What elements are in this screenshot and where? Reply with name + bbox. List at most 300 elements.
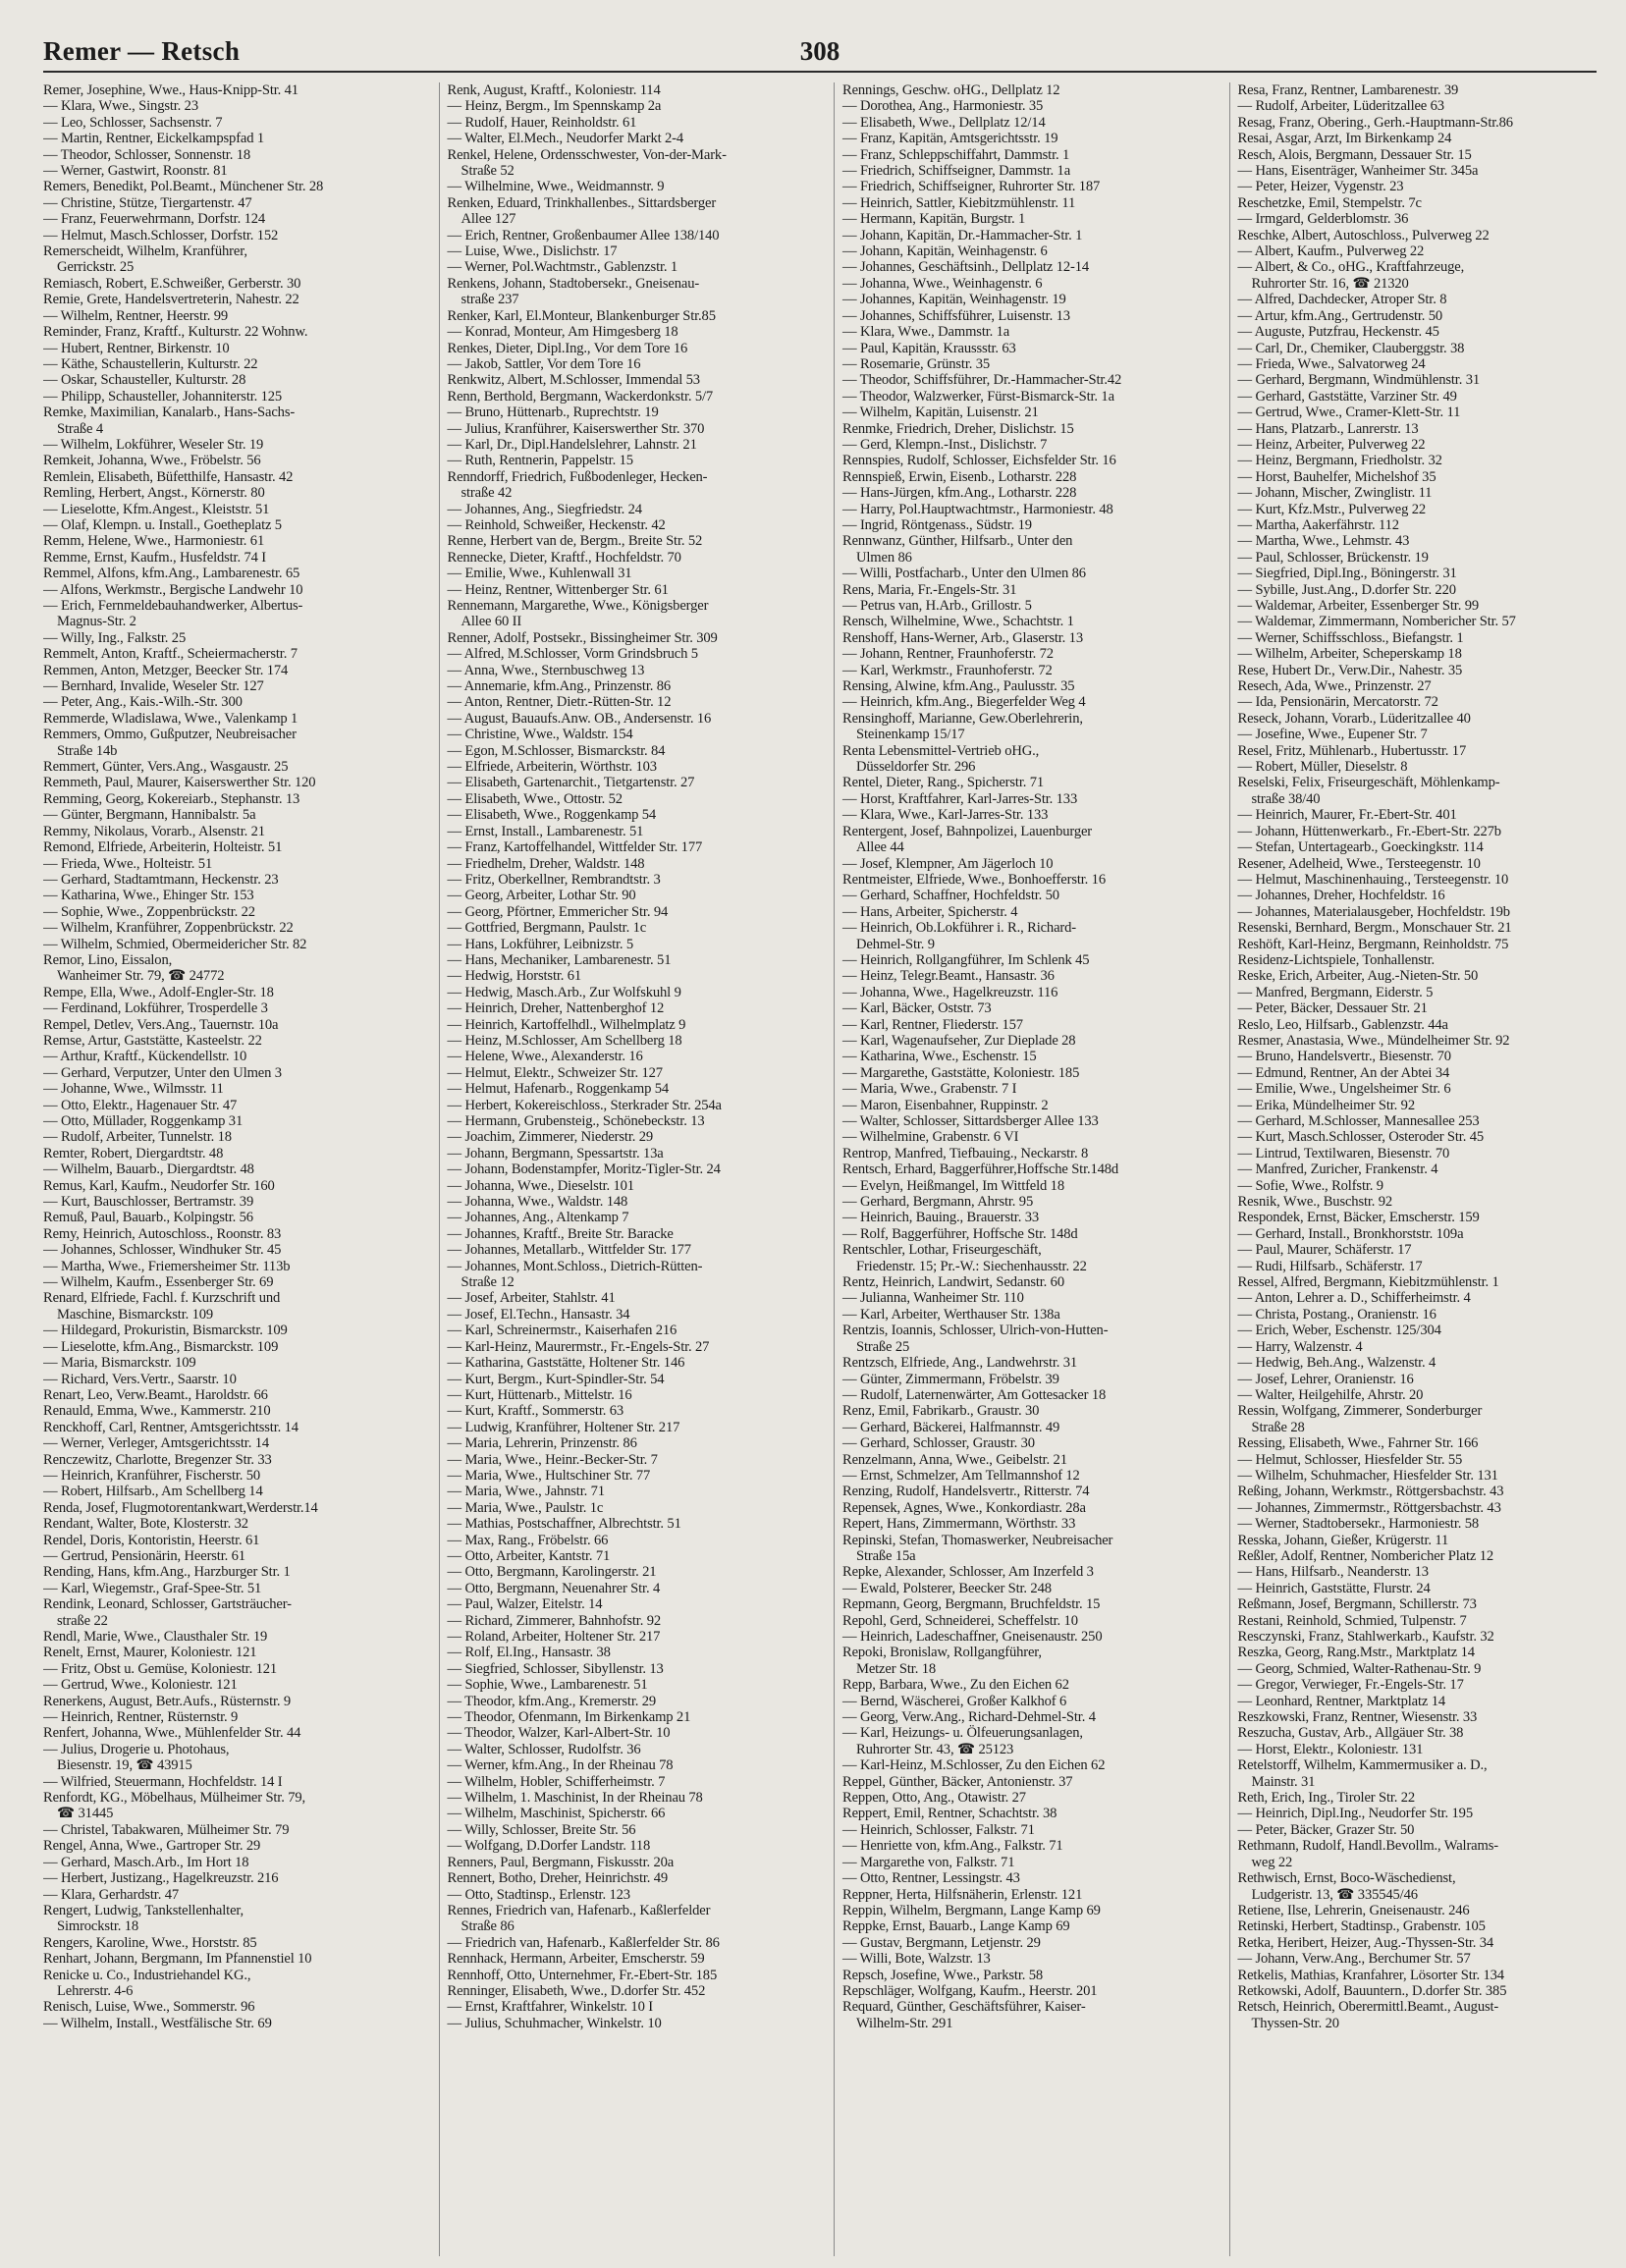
directory-entry: Rentzsch, Elfriede, Ang., Landwehrstr. 31	[842, 1355, 1078, 1372]
directory-column-3	[834, 82, 1208, 2256]
directory-entry: Reske, Erich, Arbeiter, Aug.-Nieten-Str. 50	[1237, 968, 1479, 985]
directory-entry: — Hans, Lokführer, Leibnizstr. 5	[447, 936, 634, 952]
directory-entry: — Edmund, Rentner, An der Abtei 34	[1237, 1064, 1450, 1081]
directory-entry: — Johann, Kapitän, Dr.-Hammacher-Str. 1	[842, 227, 1083, 243]
directory-entry: — Gerhard, Verputzer, Unter den Ulmen 3	[43, 1064, 282, 1081]
directory-entry: — Hedwig, Beh.Ang., Walzenstr. 4	[1237, 1355, 1436, 1372]
directory-entry: — Karl, Rentner, Fliederstr. 157	[842, 1016, 1023, 1033]
directory-entry: Remmerde, Wladislawa, Wwe., Valenkamp 1	[43, 710, 298, 727]
directory-entry-continuation: ☎ 31445	[57, 1806, 114, 1822]
directory-entry: — Rolf, Baggerführer, Hoffsche Str. 148d	[842, 1225, 1078, 1242]
directory-entry: Reschetzke, Emil, Stempelstr. 7c	[1237, 194, 1422, 211]
directory-entry: — Bernhard, Invalide, Weseler Str. 127	[43, 678, 264, 695]
page-header	[43, 27, 1597, 73]
directory-entry: Reßmann, Josef, Bergmann, Schillerstr. 73	[1237, 1596, 1477, 1613]
directory-entry: Renda, Josef, Flugmotorentankwart,Werderstr.14	[43, 1499, 318, 1516]
directory-entry: — Theodor, Schiffsführer, Dr.-Hammacher-Str.42	[842, 372, 1122, 389]
directory-entry: — Johann, Kapitän, Weinhagenstr. 6	[842, 243, 1048, 260]
directory-entry: — Georg, Schmied, Walter-Rathenau-Str. 9	[1237, 1660, 1482, 1677]
directory-entry: — Josef, Arbeiter, Stahlstr. 41	[447, 1290, 616, 1307]
directory-entry: — Hedwig, Masch.Arb., Zur Wolfskuhl 9	[447, 984, 681, 1000]
directory-entry: — Philipp, Schausteller, Johanniterstr. 125	[43, 388, 283, 405]
directory-entry: Reppner, Herta, Hilfsnäherin, Erlenstr. 121	[842, 1886, 1083, 1903]
directory-entry: — Johannes, Schlosser, Windhuker Str. 45	[43, 1242, 282, 1259]
directory-entry: — Gertrud, Wwe., Cramer-Klett-Str. 11	[1237, 405, 1461, 421]
directory-entry: — Werner, Verleger, Amtsgerichtsstr. 14	[43, 1435, 269, 1452]
directory-entry: — Reinhold, Schweißer, Heckenstr. 42	[447, 516, 666, 533]
directory-entry: — Walter, Heilgehilfe, Ahrstr. 20	[1237, 1386, 1424, 1403]
directory-entry: Rensch, Wilhelmine, Wwe., Schachtstr. 1	[842, 614, 1074, 630]
directory-entry: — Helmut, Schlosser, Hiesfelder Str. 55	[1237, 1451, 1463, 1468]
directory-entry: Retiene, Ilse, Lehrerin, Gneisenaustr. 246	[1237, 1902, 1470, 1918]
directory-entry: — Werner, Gastwirt, Roonstr. 81	[43, 163, 228, 180]
directory-entry: Renne, Herbert van de, Bergm., Breite Str. 52	[447, 533, 703, 550]
directory-entry: Remter, Robert, Diergardtstr. 48	[43, 1145, 224, 1161]
directory-column-4	[1229, 82, 1603, 2256]
directory-entry: Remy, Heinrich, Autoschloss., Roonstr. 83	[43, 1225, 282, 1242]
directory-entry: — Maria, Bismarckstr. 109	[43, 1355, 196, 1372]
directory-entry: — Johannes, Geschäftsinh., Dellplatz 12-14	[842, 259, 1090, 276]
directory-entry: — August, Bauaufs.Anw. OB., Andersenstr. 16	[447, 710, 712, 727]
directory-entry: — Wilhelm, 1. Maschinist, In der Rheinau 78	[447, 1790, 703, 1807]
directory-entry: Renk, August, Kraftf., Koloniestr. 114	[447, 82, 661, 98]
directory-entry: — Alfred, M.Schlosser, Vorm Grindsbruch 5	[447, 646, 698, 663]
directory-entry: — Theodor, Schlosser, Sonnenstr. 18	[43, 146, 250, 163]
directory-entry: Retkelis, Mathias, Kranfahrer, Lösorter Str. 134	[1237, 1967, 1504, 1983]
directory-entry: — Maria, Wwe., Grabenstr. 7 I	[842, 1081, 1017, 1098]
directory-entry: Renzing, Rudolf, Handelsvertr., Ritterstr. 74	[842, 1484, 1090, 1500]
directory-entry: — Elisabeth, Wwe., Roggenkamp 54	[447, 807, 657, 824]
directory-entry: — Auguste, Putzfrau, Heckenstr. 45	[1237, 324, 1439, 341]
directory-entry: — Klara, Wwe., Dammstr. 1a	[842, 324, 1010, 341]
directory-entry: — Wilhelm, Bauarb., Diergardtstr. 48	[43, 1161, 254, 1178]
directory-entry: Rentel, Dieter, Rang., Spicherstr. 71	[842, 775, 1045, 791]
directory-entry: — Lieselotte, Kfm.Angest., Kleiststr. 51	[43, 501, 270, 517]
directory-entry: — Heinz, Telegr.Beamt., Hansastr. 36	[842, 968, 1055, 985]
directory-entry: — Franz, Kapitän, Amtsgerichtsstr. 19	[842, 131, 1058, 147]
directory-entry: — Hans, Hilfsarb., Neanderstr. 13	[1237, 1564, 1429, 1581]
directory-entry: — Alfred, Dachdecker, Atroper Str. 8	[1237, 292, 1447, 308]
directory-entry: — Paul, Schlosser, Brückenstr. 19	[1237, 549, 1429, 566]
directory-entry: Ressing, Elisabeth, Wwe., Fahrner Str. 166	[1237, 1435, 1479, 1452]
directory-entry: — Kurt, Hüttenarb., Mittelstr. 16	[447, 1386, 632, 1403]
directory-entry: — Leo, Schlosser, Sachsenstr. 7	[43, 114, 223, 131]
directory-entry: Repmann, Georg, Bergmann, Bruchfeldstr. 15	[842, 1596, 1101, 1613]
directory-entry: — Horst, Bauhelfer, Michelshof 35	[1237, 468, 1436, 485]
directory-entry: — Ludwig, Kranführer, Holtener Str. 217	[447, 1419, 680, 1435]
directory-entry: Rennemann, Margarethe, Wwe., Königsberger	[447, 598, 709, 614]
directory-entry: — Walter, Schlosser, Rudolfstr. 36	[447, 1741, 641, 1757]
directory-entry: — Wilhelm, Kaufm., Essenberger Str. 69	[43, 1274, 274, 1291]
directory-entry: — Martha, Wwe., Friemersheimer Str. 113b	[43, 1258, 291, 1274]
directory-entry: Renhart, Johann, Bergmann, Im Pfannenstiel 10	[43, 1951, 312, 1968]
directory-entry-continuation: Mainstr. 31	[1251, 1773, 1316, 1790]
directory-entry: — Erich, Fernmeldebauhandwerker, Albertus-	[43, 598, 303, 614]
directory-entry: Remling, Herbert, Angst., Körnerstr. 80	[43, 485, 265, 502]
directory-entry: — Margarethe, Gaststätte, Koloniestr. 185	[842, 1064, 1080, 1081]
directory-entry: Renta Lebensmittel-Vertrieb oHG.,	[842, 742, 1040, 759]
directory-entry: — Heinrich, Gaststätte, Flurstr. 24	[1237, 1580, 1431, 1596]
directory-entry: Resska, Johann, Gießer, Krügerstr. 11	[1237, 1532, 1449, 1548]
directory-entry: — Peter, Ang., Kais.-Wilh.-Str. 300	[43, 694, 243, 711]
directory-entry: Rennhack, Hermann, Arbeiter, Emscherstr. 59	[447, 1951, 705, 1968]
directory-entry: — Oskar, Schausteller, Kulturstr. 28	[43, 372, 246, 389]
directory-entry: — Christa, Postang., Oranienstr. 16	[1237, 1306, 1436, 1323]
directory-entry: Rempel, Detlev, Vers.Ang., Tauernstr. 10a	[43, 1016, 279, 1033]
directory-entry: Rennecke, Dieter, Kraftf., Hochfeldstr. 70	[447, 549, 681, 566]
directory-entry: — Wilhelm, Maschinist, Spicherstr. 66	[447, 1806, 666, 1822]
directory-entry: Repsch, Josefine, Wwe., Parkstr. 58	[842, 1967, 1044, 1983]
directory-entry: — Sofie, Wwe., Rolfstr. 9	[1237, 1177, 1383, 1194]
directory-entry: — Roland, Arbeiter, Holtener Str. 217	[447, 1629, 661, 1645]
directory-entry: Reßing, Johann, Werkmstr., Röttgersbachstr. 43	[1237, 1484, 1504, 1500]
directory-entry: — Robert, Hilfsarb., Am Schellberg 14	[43, 1484, 263, 1500]
directory-entry: Renz, Emil, Fabrikarb., Graustr. 30	[842, 1403, 1040, 1420]
directory-entry: Renmke, Friedrich, Dreher, Dislichstr. 15	[842, 420, 1074, 437]
directory-entry: Reszkowski, Franz, Rentner, Wiesenstr. 33	[1237, 1709, 1478, 1726]
directory-entry: Rennwanz, Günther, Hilfsarb., Unter den	[842, 533, 1073, 550]
directory-entry: Respondek, Ernst, Bäcker, Emscherstr. 159	[1237, 1210, 1480, 1226]
directory-entry: — Christel, Tabakwaren, Mülheimer Str. 79	[43, 1821, 290, 1838]
directory-entry: — Gustav, Bergmann, Letjenstr. 29	[842, 1934, 1041, 1951]
directory-entry: — Elisabeth, Gartenarchit., Tietgartenstr. 27	[447, 775, 695, 791]
directory-entry: — Wolfgang, D.Dorfer Landstr. 118	[447, 1838, 651, 1855]
directory-entry: — Heinrich, Rentner, Rüsternstr. 9	[43, 1709, 239, 1726]
directory-entry: Reszucha, Gustav, Arb., Allgäuer Str. 38	[1237, 1725, 1464, 1742]
directory-entry: — Elisabeth, Wwe., Ottostr. 52	[447, 790, 623, 807]
directory-entry: Resczynski, Franz, Stahlwerkarb., Kaufstr. 32	[1237, 1629, 1494, 1645]
directory-entry: Repohl, Gerd, Schneiderei, Scheffelstr. 10	[842, 1612, 1078, 1629]
directory-entry: — Ernst, Install., Lambarenestr. 51	[447, 823, 644, 839]
directory-entry: Remus, Karl, Kaufm., Neudorfer Str. 160	[43, 1177, 275, 1194]
directory-entry: — Heinz, Bergm., Im Spennskamp 2a	[447, 98, 662, 115]
directory-entry: Renckhoff, Carl, Rentner, Amtsgerichtsstr. 14	[43, 1419, 298, 1435]
directory-entry: — Gerhard, Schaffner, Hochfeldstr. 50	[842, 888, 1059, 904]
directory-entry: — Werner, Stadtobersekr., Harmoniestr. 58	[1237, 1516, 1480, 1533]
directory-entry: — Hedwig, Horststr. 61	[447, 968, 582, 985]
directory-entry: — Ruth, Rentnerin, Pappelstr. 15	[447, 453, 633, 469]
directory-entry: Reppert, Emil, Rentner, Schachtstr. 38	[842, 1806, 1057, 1822]
directory-entry: — Ernst, Schmelzer, Am Tellmannshof 12	[842, 1467, 1080, 1484]
directory-entry: — Heinrich, Sattler, Kiebitzmühlenstr. 11	[842, 194, 1076, 211]
directory-entry: — Gerhard, Bergmann, Windmühlenstr. 31	[1237, 372, 1480, 389]
directory-entry: — Otto, Elektr., Hagenauer Str. 47	[43, 1097, 238, 1113]
directory-entry: Reppke, Ernst, Bauarb., Lange Kamp 69	[842, 1918, 1070, 1935]
directory-entry: — Josef, Klempner, Am Jägerloch 10	[842, 855, 1054, 872]
directory-entry-continuation: Straße 15a	[856, 1547, 916, 1564]
running-head: Remer — Retsch	[43, 36, 241, 66]
directory-entry: Reminder, Franz, Kraftf., Kulturstr. 22 Wohnw.	[43, 324, 308, 341]
directory-entry: — Elfriede, Arbeiterin, Wörthstr. 103	[447, 759, 657, 776]
directory-entry: — Georg, Arbeiter, Lothar Str. 90	[447, 888, 636, 904]
directory-entry: — Franz, Schleppschiffahrt, Dammstr. 1	[842, 146, 1070, 163]
directory-entry: Resag, Franz, Obering., Gerh.-Hauptmann-Str.86	[1237, 114, 1513, 131]
directory-entry-continuation: Ulmen 86	[856, 549, 912, 566]
directory-entry: Rentz, Heinrich, Landwirt, Sedanstr. 60	[842, 1274, 1064, 1291]
directory-entry: — Gerhard, Install., Bronkhorststr. 109a	[1237, 1225, 1464, 1242]
directory-entry: Renfordt, KG., Möbelhaus, Mülheimer Str. 79,	[43, 1790, 306, 1807]
directory-entry: Repinski, Stefan, Thomaswerker, Neubreisacher	[842, 1532, 1113, 1548]
directory-entry: Remmy, Nikolaus, Vorarb., Alsenstr. 21	[43, 823, 265, 839]
directory-entry: Remer, Josephine, Wwe., Haus-Knipp-Str. 41	[43, 82, 298, 98]
directory-entry: Rennhoff, Otto, Unternehmer, Fr.-Ebert-Str. 185	[447, 1967, 718, 1983]
directory-entry-continuation: Steinenkamp 15/17	[856, 727, 965, 743]
directory-entry: — Johann, Hüttenwerkarb., Fr.-Ebert-Str. 227b	[1237, 823, 1501, 839]
directory-entry-continuation: Wanheimer Str. 79, ☎ 24772	[57, 968, 225, 985]
directory-entry: — Wilhelm, Schmied, Obermeidericher Str. 82	[43, 936, 307, 952]
directory-entry: — Johannes, Metallarb., Wittfelder Str. 177	[447, 1242, 691, 1259]
directory-entry: — Gottfried, Bergmann, Paulstr. 1c	[447, 920, 647, 937]
directory-entry: — Johanna, Wwe., Weinhagenstr. 6	[842, 275, 1043, 292]
directory-entry-continuation: Ruhrorter Str. 43, ☎ 25123	[856, 1741, 1014, 1757]
directory-entry: — Siegfried, Schlosser, Sibyllenstr. 13	[447, 1660, 664, 1677]
directory-entry: — Karl, Werkmstr., Fraunhoferstr. 72	[842, 662, 1053, 678]
directory-entry-continuation: Straße 52	[461, 163, 515, 180]
directory-entry: Renndorff, Friedrich, Fußbodenleger, Hecken-	[447, 468, 708, 485]
directory-entry: — Wilhelmine, Wwe., Weidmannstr. 9	[447, 179, 665, 195]
directory-entry: — Rudolf, Arbeiter, Lüderitzallee 63	[1237, 98, 1444, 115]
directory-entry: — Werner, kfm.Ang., In der Rheinau 78	[447, 1757, 674, 1774]
directory-entry: — Erich, Weber, Eschenstr. 125/304	[1237, 1323, 1441, 1339]
directory-entry: — Paul, Kapitän, Kraussstr. 63	[842, 340, 1016, 356]
directory-entry: — Theodor, kfm.Ang., Kremerstr. 29	[447, 1693, 657, 1709]
directory-entry: — Julius, Schuhmacher, Winkelstr. 10	[447, 2015, 662, 2031]
directory-entry: — Friedrich van, Hafenarb., Kaßlerfelder Str. 86	[447, 1934, 720, 1951]
directory-entry: — Willy, Schlosser, Breite Str. 56	[447, 1821, 636, 1838]
directory-entry: — Heinrich, Maurer, Fr.-Ebert-Str. 401	[1237, 807, 1457, 824]
directory-entry: — Hans-Jürgen, kfm.Ang., Lotharstr. 228	[842, 485, 1077, 502]
directory-entry-continuation: Biesenstr. 19, ☎ 43915	[57, 1757, 192, 1774]
directory-entry: Reseck, Johann, Vorarb., Lüderitzallee 40	[1237, 710, 1471, 727]
directory-entry-continuation: Ludgeristr. 13, ☎ 335545/46	[1251, 1886, 1418, 1903]
directory-entry: Resener, Adelheid, Wwe., Tersteegenstr. 10	[1237, 855, 1481, 872]
directory-entry: — Dorothea, Ang., Harmoniestr. 35	[842, 98, 1044, 115]
directory-entry-continuation: Simrockstr. 18	[57, 1918, 139, 1935]
directory-entry: — Maria, Lehrerin, Prinzenstr. 86	[447, 1435, 637, 1452]
directory-entry: — Gerhard, Bergmann, Ahrstr. 95	[842, 1194, 1034, 1211]
directory-entry: Repke, Alexander, Schlosser, Am Inzerfeld 3	[842, 1564, 1094, 1581]
directory-entry: — Ida, Pensionärin, Mercatorstr. 72	[1237, 694, 1438, 711]
directory-entry: Remor, Lino, Eissalon,	[43, 951, 173, 968]
directory-entry: — Paul, Maurer, Schäferstr. 17	[1237, 1242, 1412, 1259]
directory-entry: — Martha, Wwe., Lehmstr. 43	[1237, 533, 1410, 550]
directory-entry: — Maria, Wwe., Paulstr. 1c	[447, 1499, 604, 1516]
directory-entry: — Werner, Pol.Wachtmstr., Gablenzstr. 1	[447, 259, 678, 276]
directory-entry: — Heinrich, Kartoffelhdl., Wilhelmplatz 9	[447, 1016, 686, 1033]
directory-entry: — Willy, Ing., Falkstr. 25	[43, 629, 187, 646]
directory-entry: — Georg, Pförtner, Emmericher Str. 94	[447, 903, 669, 920]
directory-entry: — Horst, Elektr., Koloniestr. 131	[1237, 1741, 1424, 1757]
directory-entry: Remlein, Elisabeth, Büfetthilfe, Hansastr. 42	[43, 468, 294, 485]
directory-entry: — Paul, Walzer, Eitelstr. 14	[447, 1596, 603, 1613]
directory-entry: — Otto, Müllader, Roggenkamp 31	[43, 1113, 244, 1129]
directory-entry: Rentzis, Ioannis, Schlosser, Ulrich-von-Hutten-	[842, 1323, 1109, 1339]
directory-entry: — Johann, Bodenstampfer, Moritz-Tigler-Str. 24	[447, 1161, 721, 1178]
directory-entry: Remming, Georg, Kokereiarb., Stephanstr. 13	[43, 790, 300, 807]
directory-entry: — Karl, Dr., Dipl.Handelslehrer, Lahnstr. 21	[447, 436, 697, 453]
directory-entry: — Wilhelm, Kranführer, Zoppenbrückstr. 22	[43, 920, 294, 937]
directory-entry: — Christine, Stütze, Tiergartenstr. 47	[43, 194, 252, 211]
directory-entry-continuation: Magnus-Str. 2	[57, 614, 136, 630]
directory-entry: — Friedhelm, Dreher, Waldstr. 148	[447, 855, 645, 872]
directory-entry: — Karl, Arbeiter, Werthauser Str. 138a	[842, 1306, 1060, 1323]
directory-entry: Resmer, Anastasia, Wwe., Mündelheimer Str. 92	[1237, 1032, 1510, 1049]
directory-entry: Renken, Eduard, Trinkhallenbes., Sittardsberger	[447, 194, 717, 211]
directory-entry: Renart, Leo, Verw.Beamt., Haroldstr. 66	[43, 1386, 268, 1403]
directory-entry: — Wilhelmine, Grabenstr. 6 VI	[842, 1129, 1019, 1146]
directory-entry: — Helene, Wwe., Alexanderstr. 16	[447, 1049, 643, 1065]
directory-entry: Reppin, Wilhelm, Bergmann, Lange Kamp 69	[842, 1902, 1101, 1918]
directory-entry: — Sophie, Wwe., Zoppenbrückstr. 22	[43, 903, 255, 920]
directory-entry: Renners, Paul, Bergmann, Fiskusstr. 20a	[447, 1854, 675, 1870]
directory-entry: — Katharina, Wwe., Ehinger Str. 153	[43, 888, 254, 904]
directory-entry: — Ewald, Polsterer, Beecker Str. 248	[842, 1580, 1052, 1596]
directory-entry: — Wilhelm, Install., Westfälische Str. 69	[43, 2015, 272, 2031]
directory-entry: — Johannes, Ang., Altenkamp 7	[447, 1210, 629, 1226]
directory-entry: — Alfons, Werkmstr., Bergische Landwehr 10	[43, 581, 303, 598]
directory-entry: — Johanne, Wwe., Wilmsstr. 11	[43, 1081, 224, 1098]
directory-entry: — Harry, Walzenstr. 4	[1237, 1338, 1363, 1355]
directory-entry: — Gerhard, Schlosser, Graustr. 30	[842, 1435, 1035, 1452]
directory-entry: — Emilie, Wwe., Kuhlenwall 31	[447, 566, 632, 582]
directory-entry: Remke, Maximilian, Kanalarb., Hans-Sachs-	[43, 405, 296, 421]
directory-entry: — Franz, Feuerwehrmann, Dorfstr. 124	[43, 211, 266, 228]
directory-entry-continuation: straße 38/40	[1251, 790, 1321, 807]
directory-entry: Remuß, Paul, Bauarb., Kolpingstr. 56	[43, 1210, 253, 1226]
directory-entry: Renkwitz, Albert, M.Schlosser, Immendal 53	[447, 372, 700, 389]
directory-entry: — Otto, Rentner, Lessingstr. 43	[842, 1870, 1020, 1887]
directory-entry: — Josefine, Wwe., Eupener Str. 7	[1237, 727, 1428, 743]
directory-entry: — Irmgard, Gelderblomstr. 36	[1237, 211, 1409, 228]
directory-entry: — Hans, Eisenträger, Wanheimer Str. 345a	[1237, 163, 1479, 180]
directory-entry: — Lieselotte, kfm.Ang., Bismarckstr. 109	[43, 1338, 279, 1355]
directory-entry: — Annemarie, kfm.Ang., Prinzenstr. 86	[447, 678, 672, 695]
directory-entry: — Heinz, Arbeiter, Pulverweg 22	[1237, 436, 1426, 453]
directory-entry: Rentsch, Erhard, Baggerführer,Hoffsche Str.148d	[842, 1161, 1119, 1178]
directory-entry: — Emilie, Wwe., Ungelsheimer Str. 6	[1237, 1081, 1451, 1098]
directory-entry: — Hildegard, Prokuristin, Bismarckstr. 109	[43, 1323, 288, 1339]
directory-entry: — Helmut, Maschinenhauing., Tersteegenstr. 10	[1237, 871, 1509, 888]
directory-entry: — Helmut, Masch.Schlosser, Dorfstr. 152	[43, 227, 279, 243]
directory-entry: — Ernst, Kraftfahrer, Winkelstr. 10 I	[447, 1999, 653, 2016]
directory-entry: — Elisabeth, Wwe., Dellplatz 12/14	[842, 114, 1046, 131]
directory-entry: Repp, Barbara, Wwe., Zu den Eichen 62	[842, 1677, 1069, 1694]
directory-entry: — Katharina, Wwe., Eschenstr. 15	[842, 1049, 1037, 1065]
directory-entry: Reppel, Günther, Bäcker, Antonienstr. 37	[842, 1773, 1073, 1790]
directory-entry-continuation: Maschine, Bismarckstr. 109	[57, 1306, 214, 1323]
directory-entry: — Carl, Dr., Chemiker, Clauberggstr. 38	[1237, 340, 1465, 356]
directory-entry: Reshöft, Karl-Heinz, Bergmann, Reinholdstr. 75	[1237, 936, 1509, 952]
directory-entry: Renner, Adolf, Postsekr., Bissingheimer Str. 309	[447, 629, 718, 646]
directory-entry: Remmeth, Paul, Maurer, Kaiserswerther Str. 120	[43, 775, 316, 791]
directory-entry: Rengert, Ludwig, Tankstellenhalter,	[43, 1902, 244, 1918]
directory-entry: Rentschler, Lothar, Friseurgeschäft,	[842, 1242, 1042, 1259]
directory-entry: — Mathias, Postschaffner, Albrechtstr. 51	[447, 1516, 681, 1533]
directory-entry: — Rolf, El.Ing., Hansastr. 38	[447, 1645, 611, 1661]
directory-entry: — Rosemarie, Grünstr. 35	[842, 355, 991, 372]
directory-entry: — Johannes, Dreher, Hochfeldstr. 16	[1237, 888, 1445, 904]
directory-entry: Rennert, Botho, Dreher, Heinrichstr. 49	[447, 1870, 669, 1887]
directory-entry: Rendant, Walter, Bote, Klosterstr. 32	[43, 1516, 248, 1533]
directory-entry: Remmers, Ommo, Gußputzer, Neubreisacher	[43, 727, 297, 743]
directory-entry: — Martha, Aakerfährstr. 112	[1237, 516, 1399, 533]
directory-entry: — Erika, Mündelheimer Str. 92	[1237, 1097, 1415, 1113]
directory-entry: — Christine, Wwe., Waldstr. 154	[447, 727, 633, 743]
directory-columns	[43, 82, 1602, 2256]
directory-entry: — Heinz, M.Schlosser, Am Schellberg 18	[447, 1032, 682, 1049]
directory-entry: — Johannes, Materialausgeber, Hochfeldstr. 19b	[1237, 903, 1510, 920]
directory-entry: Rentrop, Manfred, Tiefbauing., Neckarstr. 8	[842, 1145, 1089, 1161]
directory-column-2	[439, 82, 813, 2256]
directory-entry: Resenski, Bernhard, Bergm., Monschauer Str. 21	[1237, 920, 1512, 937]
directory-entry: — Johann, Rentner, Fraunhoferstr. 72	[842, 646, 1054, 663]
directory-entry: — Heinrich, Dipl.Ing., Neudorfer Str. 195	[1237, 1806, 1473, 1822]
directory-entry: — Heinrich, kfm.Ang., Biegerfelder Weg 4	[842, 694, 1086, 711]
directory-entry: Ressel, Alfred, Bergmann, Kiebitzmühlenstr. 1	[1237, 1274, 1499, 1291]
directory-entry: — Herbert, Kokereischloss., Sterkrader Str. 254a	[447, 1097, 722, 1113]
directory-column-1	[43, 82, 417, 2256]
directory-entry: — Anna, Wwe., Sternbuschweg 13	[447, 662, 645, 678]
directory-entry: — Egon, M.Schlosser, Bismarckstr. 84	[447, 742, 666, 759]
directory-entry: Rentergent, Josef, Bahnpolizei, Lauenburger	[842, 823, 1093, 839]
directory-entry: — Wilhelm, Lokführer, Weseler Str. 19	[43, 436, 264, 453]
directory-entry: — Sophie, Wwe., Lambarenestr. 51	[447, 1677, 648, 1694]
directory-entry: Renauld, Emma, Wwe., Kammerstr. 210	[43, 1403, 271, 1420]
directory-entry: — Waldemar, Zimmermann, Nombericher Str. 57	[1237, 614, 1516, 630]
directory-entry: — Kurt, Bauschlosser, Bertramstr. 39	[43, 1194, 254, 1211]
directory-entry: — Hans, Mechaniker, Lambarenestr. 51	[447, 951, 672, 968]
directory-entry: — Konrad, Monteur, Am Himgesberg 18	[447, 324, 678, 341]
directory-entry: — Willi, Postfacharb., Unter den Ulmen 86	[842, 566, 1086, 582]
directory-entry: Reselski, Felix, Friseurgeschäft, Möhlenkamp-	[1237, 775, 1500, 791]
directory-entry-continuation: Straße 12	[461, 1274, 515, 1291]
directory-entry: — Katharina, Gaststätte, Holtener Str. 146	[447, 1355, 685, 1372]
directory-entry: Remie, Grete, Handelsvertreterin, Nahestr. 22	[43, 292, 299, 308]
directory-entry: — Friedrich, Schiffseigner, Dammstr. 1a	[842, 163, 1071, 180]
directory-entry-continuation: Allee 127	[461, 211, 516, 228]
directory-entry: Restani, Reinhold, Schmied, Tulpenstr. 7	[1237, 1612, 1467, 1629]
directory-entry: Renkel, Helene, Ordensschwester, Von-der-Mark-	[447, 146, 727, 163]
directory-entry: — Johanna, Wwe., Hagelkreuzstr. 116	[842, 984, 1058, 1000]
directory-entry: Rendl, Marie, Wwe., Clausthaler Str. 19	[43, 1629, 268, 1645]
directory-entry: Rennes, Friedrich van, Hafenarb., Kaßlerfelder	[447, 1902, 711, 1918]
directory-entry: — Käthe, Schaustellerin, Kulturstr. 22	[43, 355, 258, 372]
directory-entry: — Walter, Schlosser, Sittardsberger Allee 133	[842, 1113, 1099, 1129]
directory-entry: — Ferdinand, Lokführer, Trosperdelle 3	[43, 1000, 268, 1017]
directory-entry: — Wilhelm, Rentner, Heerstr. 99	[43, 307, 229, 324]
directory-entry: Repensek, Agnes, Wwe., Konkordiastr. 28a	[842, 1499, 1086, 1516]
directory-entry: — Harry, Pol.Hauptwachtmstr., Harmoniestr. 48	[842, 501, 1113, 517]
directory-entry: — Klara, Wwe., Singstr. 23	[43, 98, 198, 115]
directory-entry: Residenz-Lichtspiele, Tonhallenstr.	[1237, 951, 1436, 968]
directory-entry: Renkes, Dieter, Dipl.Ing., Vor dem Tore 16	[447, 340, 688, 356]
directory-entry: — Kurt, Kraftf., Sommerstr. 63	[447, 1403, 624, 1420]
directory-entry: Rethwisch, Ernst, Boco-Wäschedienst,	[1237, 1870, 1456, 1887]
directory-entry-continuation: Straße 86	[461, 1918, 515, 1935]
directory-entry: — Ingrid, Röntgenass., Südstr. 19	[842, 516, 1032, 533]
directory-entry: — Bruno, Handelsvertr., Biesenstr. 70	[1237, 1049, 1451, 1065]
directory-entry: — Wilhelm, Arbeiter, Scheperskamp 18	[1237, 646, 1462, 663]
directory-entry: — Albert, Kaufm., Pulverweg 22	[1237, 243, 1425, 260]
directory-entry: — Maria, Wwe., Heinr.-Becker-Str. 7	[447, 1451, 658, 1468]
directory-entry: — Manfred, Bergmann, Eiderstr. 5	[1237, 984, 1434, 1000]
directory-entry: — Anton, Lehrer a. D., Schifferheimstr. 4	[1237, 1290, 1471, 1307]
directory-entry: Rennings, Geschw. oHG., Dellplatz 12	[842, 82, 1060, 98]
directory-entry: — Bernd, Wäscherei, Großer Kalkhof 6	[842, 1693, 1067, 1709]
directory-entry: — Helmut, Elektr., Schweizer Str. 127	[447, 1064, 663, 1081]
directory-entry: — Johann, Mischer, Zwinglistr. 11	[1237, 485, 1433, 502]
directory-entry: — Peter, Bäcker, Dessauer Str. 21	[1237, 1000, 1428, 1017]
